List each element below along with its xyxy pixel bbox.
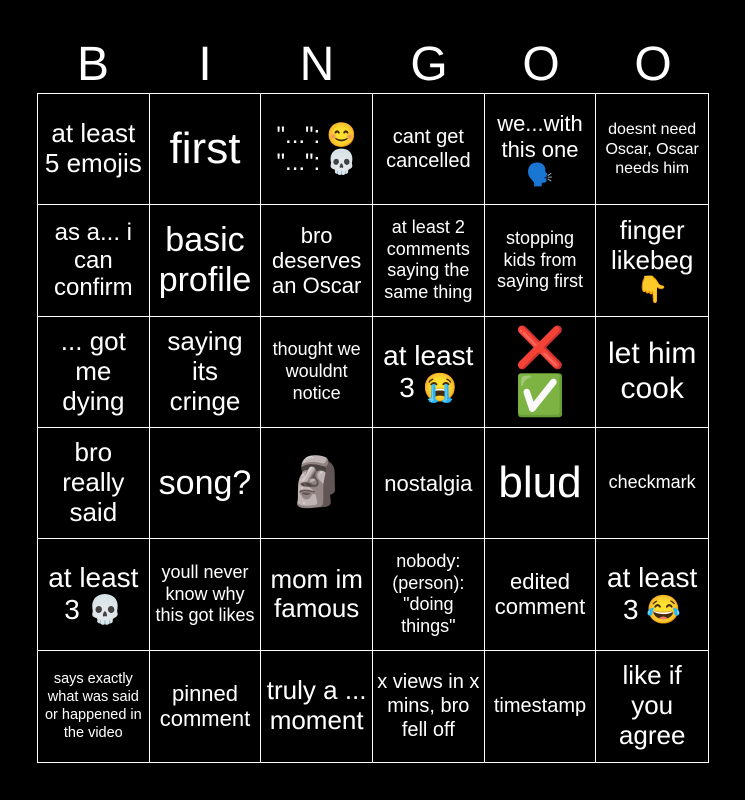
- bingo-cell-r6c3[interactable]: truly a ... moment: [261, 651, 373, 762]
- header-letter-n: N: [299, 38, 335, 91]
- bingo-cell-r2c4[interactable]: at least 2 comments saying the same thing: [373, 205, 485, 316]
- bingo-cell-r3c2[interactable]: saying its cringe: [150, 317, 262, 428]
- bingo-cell-r4c3[interactable]: 🗿: [261, 428, 373, 539]
- bingo-cell-r2c3[interactable]: bro deserves an Oscar: [261, 205, 373, 316]
- bingo-cell-r3c3[interactable]: thought we wouldnt notice: [261, 317, 373, 428]
- bingo-cell-r1c1[interactable]: at least 5 emojis: [38, 94, 150, 205]
- bingo-cell-r5c4[interactable]: nobody: (person): "doing things": [373, 539, 485, 650]
- bingo-cell-r4c4[interactable]: nostalgia: [373, 428, 485, 539]
- bingo-header: [37, 38, 709, 92]
- bingo-cell-r2c5[interactable]: stopping kids from saying first: [485, 205, 597, 316]
- bingo-cell-r4c5[interactable]: blud: [485, 428, 597, 539]
- bingo-cell-r4c6[interactable]: checkmark: [596, 428, 708, 539]
- bingo-cell-r6c6[interactable]: like if you agree: [618, 660, 686, 751]
- bingo-cell-r2c1[interactable]: as a... i can confirm: [38, 205, 150, 316]
- header-letter-i: I: [198, 38, 212, 91]
- bingo-cell-r3c5[interactable]: ❌ ✅: [485, 317, 597, 428]
- bingo-cell-r3c1[interactable]: ... got me dying: [38, 317, 150, 428]
- bingo-cell-r2c2[interactable]: basic profile: [150, 205, 262, 316]
- bingo-cell-r6c5[interactable]: timestamp: [485, 651, 597, 762]
- bingo-cell-r6c4[interactable]: x views in x mins, bro fell off: [373, 651, 485, 762]
- bingo-cell-r4c1[interactable]: bro really said: [38, 428, 150, 539]
- header-letter-o: O: [522, 38, 560, 91]
- bingo-cell-r2c6[interactable]: finger likebeg 👇: [596, 205, 708, 316]
- header-letter-g: G: [410, 38, 448, 91]
- bingo-cell-r5c6[interactable]: at least 3 😂: [596, 539, 708, 650]
- bingo-cell-r6c2[interactable]: pinned comment: [150, 651, 262, 762]
- bingo-cell-r1c4[interactable]: cant get cancelled: [373, 94, 485, 205]
- bingo-cell-r5c5[interactable]: edited comment: [485, 539, 597, 650]
- bingo-cell-r6c1[interactable]: says exactly what was said or happened in the video: [38, 651, 150, 762]
- bingo-cell-r4c2[interactable]: song?: [150, 428, 262, 539]
- header-letter-b: B: [76, 38, 109, 91]
- bingo-card-grid: [37, 93, 709, 763]
- header-letter-o-2: O: [634, 38, 672, 91]
- bingo-cell-r1c5[interactable]: we...with this one 🗣️: [485, 94, 597, 205]
- bingo-cell-r5c3[interactable]: mom im famous: [261, 539, 373, 650]
- bingo-cell-r3c4[interactable]: at least 3 😭: [373, 317, 485, 428]
- bingo-cell-r3c6[interactable]: let him cook: [596, 317, 708, 428]
- bingo-cell-r5c2[interactable]: youll never know why this got likes: [150, 539, 262, 650]
- bingo-cell-r1c2[interactable]: first: [150, 94, 262, 205]
- bingo-cell-r1c6[interactable]: doesnt need Oscar, Oscar needs him: [596, 94, 708, 205]
- bingo-cell-r5c1[interactable]: at least 3 💀: [38, 539, 150, 650]
- bingo-cell-r1c3[interactable]: "...": 😊 "...": 💀: [261, 94, 373, 205]
